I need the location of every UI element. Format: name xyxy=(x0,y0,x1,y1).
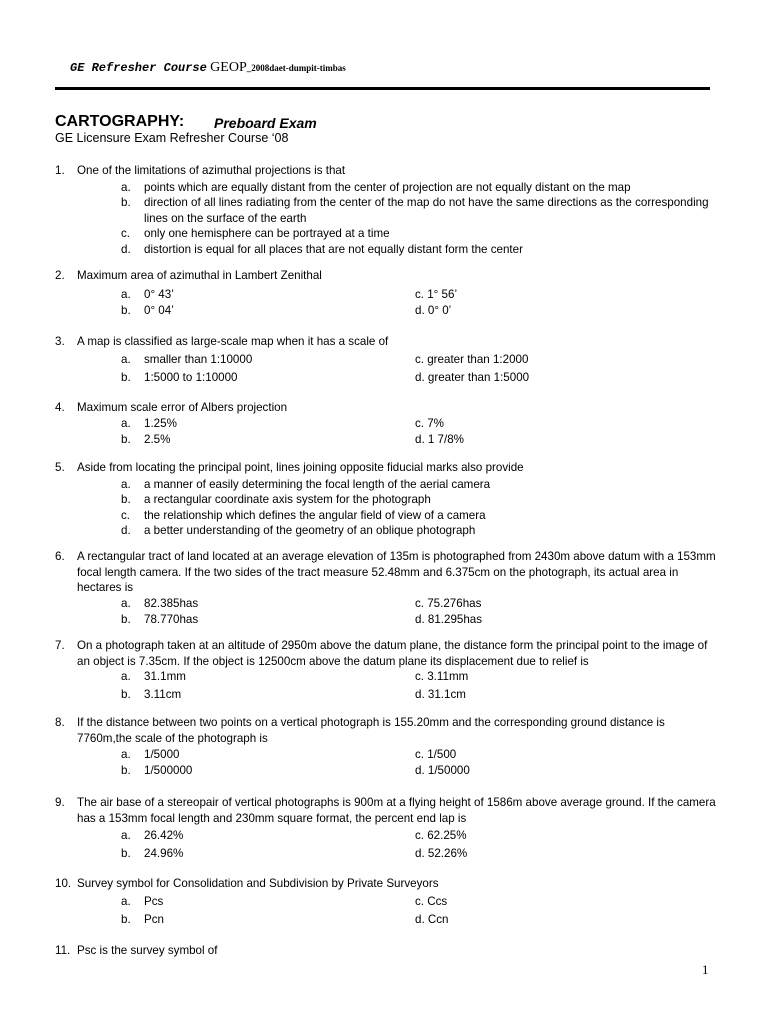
choice-row xyxy=(55,432,717,448)
question-text: On a photograph taken at an altitude of 2950m above the datum plane, the distance form the principal point to the image of an object is 7.35cm. If the object is 12500cm above the datum plane its displacement due to relief is xyxy=(77,639,708,668)
choice-a xyxy=(55,477,717,493)
choice-letter: c. xyxy=(121,508,131,522)
page-header xyxy=(70,60,346,76)
choice-letter: a. xyxy=(121,416,131,430)
choice-letter: c. xyxy=(121,227,131,240)
choice-list xyxy=(55,180,717,258)
choice-letter: b. xyxy=(121,912,131,926)
page-title-sub: Preboard Exam xyxy=(214,115,317,131)
choice-letter: b. xyxy=(121,432,131,446)
page-number: 1 xyxy=(702,962,709,977)
choice-row xyxy=(55,596,717,612)
choice-a: smaller than 1:10000 xyxy=(144,352,253,366)
choice-b: 78.770has xyxy=(144,612,199,626)
question-number: 3. xyxy=(55,335,65,348)
choice-row xyxy=(55,912,717,928)
question-number: 11. xyxy=(55,944,71,957)
choice-b: Pcn xyxy=(144,912,164,926)
question-6 xyxy=(55,549,717,628)
question-9 xyxy=(55,795,717,862)
choice-letter: b. xyxy=(121,303,131,317)
choice-letter: a. xyxy=(121,829,131,842)
question-number: 4. xyxy=(55,401,65,414)
choice-c: c. 62.25% xyxy=(415,829,467,842)
choice-d: d. 0° 0’ xyxy=(415,303,452,317)
choice-text: distortion is equal for all places that are not equally distant form the center xyxy=(144,242,523,256)
choice-row xyxy=(55,763,717,779)
choice-text: the relationship which defines the angular field of view of a camera xyxy=(144,508,486,522)
choice-row xyxy=(55,287,717,303)
choice-d: d. 1 7/8% xyxy=(415,432,464,446)
choice-row xyxy=(55,303,717,319)
choice-c: c. greater than 1:2000 xyxy=(415,352,529,366)
choice-letter: a. xyxy=(121,596,131,610)
header-rule xyxy=(55,87,710,90)
question-text: If the distance between two points on a vertical photograph is 155.20mm and the corresponding ground distance is 7760m,the scale of the photograph is xyxy=(77,716,665,745)
choice-text: only one hemisphere can be portrayed at a time xyxy=(144,227,390,240)
question-8 xyxy=(55,715,717,779)
choice-d: d. 81.295has xyxy=(415,612,483,626)
choice-a: 1.25% xyxy=(144,416,177,430)
question-text: Psc is the survey symbol of xyxy=(77,944,218,957)
choice-a: Pcs xyxy=(144,894,164,908)
question-text: Aside from locating the principal point, lines joining opposite fiducial marks also provide xyxy=(77,461,524,474)
choice-letter: b. xyxy=(121,847,131,860)
choice-letter: a. xyxy=(121,477,131,491)
choice-row xyxy=(55,687,717,703)
question-number: 9. xyxy=(55,796,65,809)
choice-row xyxy=(55,828,717,844)
choice-a xyxy=(55,180,717,196)
choice-c: c. Ccs xyxy=(415,894,448,908)
choice-text: direction of all lines radiating from the center of the map do not have the same directions as the corresponding lines on the surface of the earth xyxy=(144,196,709,225)
choice-c: c. 1/500 xyxy=(415,748,457,761)
question-text: A map is classified as large-scale map when it has a scale of xyxy=(77,335,389,348)
choice-letter: a. xyxy=(121,180,131,194)
choice-letter: a. xyxy=(121,894,131,908)
choice-row xyxy=(55,370,717,386)
question-number: 8. xyxy=(55,716,65,729)
choice-letter: a. xyxy=(121,670,131,683)
question-text: Survey symbol for Consolidation and Subdivision by Private Surveyors xyxy=(77,877,439,890)
header-course: GE Refresher Course xyxy=(70,61,207,75)
choice-text: a rectangular coordinate axis system for the photograph xyxy=(144,493,431,506)
choice-b xyxy=(55,195,717,226)
choice-c: c. 7% xyxy=(415,416,444,430)
question-4 xyxy=(55,400,717,448)
choice-row xyxy=(55,846,717,862)
question-3 xyxy=(55,334,717,386)
choice-letter: b. xyxy=(121,370,131,384)
choice-c: c. 3.11mm xyxy=(415,670,469,683)
choice-c xyxy=(55,508,717,524)
choice-letter: a. xyxy=(121,287,131,301)
question-7 xyxy=(55,638,717,703)
header-suffix: _2008daet-dumpit-timbas xyxy=(246,63,346,73)
choice-d: d. 31.1cm xyxy=(415,688,466,701)
question-10 xyxy=(55,876,717,928)
question-text: Maximum area of azimuthal in Lambert Zenithal xyxy=(77,269,322,282)
choice-row xyxy=(55,669,717,685)
question-11 xyxy=(55,943,717,959)
choice-a: 26.42% xyxy=(144,829,184,842)
choice-letter: d. xyxy=(121,242,131,256)
choice-d: d. Ccn xyxy=(415,912,449,926)
question-number: 6. xyxy=(55,550,65,563)
question-text: The air base of a stereopair of vertical photographs is 900m at a flying height of 1586m above average ground. If the camera has a 153mm focal length and 230mm square format, the percent end lap is xyxy=(77,796,716,825)
choice-text: points which are equally distant from the center of projection are not equally distant on the map xyxy=(144,180,631,194)
choice-b: 2.5% xyxy=(144,432,171,446)
choice-letter: b. xyxy=(121,764,131,777)
choice-c xyxy=(55,226,717,242)
choice-b: 1:5000 to 1:10000 xyxy=(144,370,238,384)
question-5 xyxy=(55,460,717,539)
choice-letter: b. xyxy=(121,196,131,209)
choice-letter: b. xyxy=(121,688,131,701)
choice-d xyxy=(55,523,717,539)
choice-b: 0° 04’ xyxy=(144,303,174,317)
choice-d xyxy=(55,242,717,258)
header-code: GEOP xyxy=(210,60,247,75)
choice-d: d. 52.26% xyxy=(415,847,468,860)
question-number: 10. xyxy=(55,877,72,890)
choice-text: a manner of easily determining the focal length of the aerial camera xyxy=(144,477,491,491)
question-number: 2. xyxy=(55,269,65,282)
choice-row xyxy=(55,747,717,763)
choice-letter: b. xyxy=(121,612,131,626)
question-number: 1. xyxy=(55,164,65,177)
choice-b: 24.96% xyxy=(144,847,184,860)
choice-b: 3.11cm xyxy=(144,688,182,701)
question-1 xyxy=(55,163,717,257)
question-number: 5. xyxy=(55,461,65,474)
question-number: 7. xyxy=(55,639,65,652)
choice-d: d. 1/50000 xyxy=(415,764,470,777)
choice-b xyxy=(55,492,717,508)
choice-b: 1/500000 xyxy=(144,764,193,777)
choice-row xyxy=(55,612,717,628)
choice-letter: a. xyxy=(121,352,131,366)
choice-d: d. greater than 1:5000 xyxy=(415,370,530,384)
choice-c: c. 1° 56’ xyxy=(415,287,458,301)
page-subtitle: GE Licensure Exam Refresher Course ‘08 xyxy=(55,131,289,145)
choice-letter: a. xyxy=(121,748,131,761)
choice-a: 0° 43’ xyxy=(144,287,174,301)
page-title: CARTOGRAPHY: xyxy=(55,113,185,130)
choice-c: c. 75.276has xyxy=(415,596,482,610)
question-2 xyxy=(55,268,717,319)
choice-a: 1/5000 xyxy=(144,748,180,761)
choice-row xyxy=(55,416,717,432)
choice-text: a better understanding of the geometry of an oblique photograph xyxy=(144,524,476,537)
choice-letter: b. xyxy=(121,493,131,506)
choice-row xyxy=(55,894,717,910)
question-text: One of the limitations of azimuthal projections is that xyxy=(77,164,346,177)
choice-letter: d. xyxy=(121,524,131,537)
choice-list xyxy=(55,477,717,539)
question-text: Maximum scale error of Albers projection xyxy=(77,401,288,414)
choice-a: 31.1mm xyxy=(144,670,186,683)
choice-row xyxy=(55,352,717,368)
choice-a: 82.385has xyxy=(144,596,199,610)
question-text: A rectangular tract of land located at an average elevation of 135m is photographed from 2430m above datum with a 153mm focal length camera. If the two sides of the tract measure 52.48mm and 6.375cm on the photograph, its actual area in hectares is xyxy=(77,550,716,594)
